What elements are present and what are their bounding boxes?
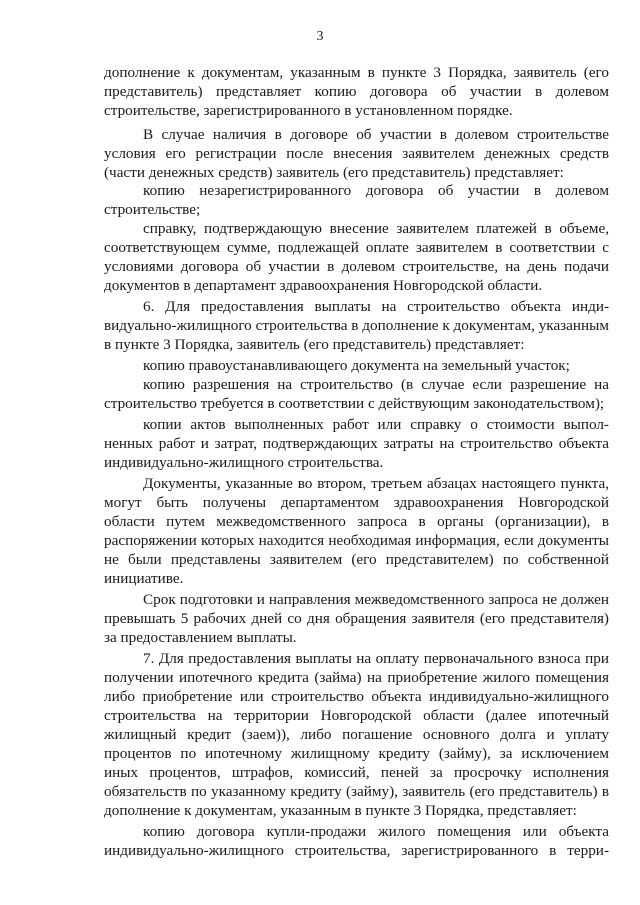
text-line: дополнение к документам, указанным в пункте 3 Порядка, заявитель (его: [104, 64, 609, 81]
text-line: либо приобретение или строительство объекта индивидуально-жилищного: [104, 688, 609, 705]
page-number: 3: [316, 29, 324, 44]
text-line: получении ипотечного кредита (займа) на приобретение жилого помещения: [104, 669, 609, 686]
text-line: копию разрешения на строительство (в случае если разрешение на: [143, 376, 609, 393]
text-line: условия его регистрации после внесения заявителем денежных средств: [104, 145, 609, 162]
text-line: копию незарегистрированного договора об участии в долевом: [143, 182, 609, 199]
text-line: копии актов выполненных работ или справку о стоимости выпол-: [143, 416, 609, 433]
text-line: документов в департамент здравоохранения Новгородской области.: [104, 277, 543, 294]
text-line: строительство требуется в соответствии с действующим законодательством);: [104, 395, 605, 412]
text-line: копию правоустанавливающего документа на земельный участок;: [143, 357, 570, 374]
text-line: Документы, указанные во втором, третьем абзацах настоящего пункта,: [143, 475, 609, 492]
text-line: индивидуально-жилищного строительства.: [104, 454, 384, 471]
text-line: справку, подтверждающую внесение заявителем платежей в объеме,: [143, 220, 609, 237]
text-line: жилищный кредит (заем)), либо погашение основного долга и уплату: [104, 726, 609, 743]
text-line: иных процентов, штрафов, комиссий, пеней за просрочку исполнения: [104, 764, 609, 781]
text-line: инициативе.: [104, 570, 184, 587]
text-line: не были представлены заявителем (его представителем) по собственной: [104, 551, 609, 568]
text-line: (части денежных средств) заявитель (его представитель) представляет:: [104, 164, 564, 181]
text-line: процентов по ипотечному жилищному кредиту (займу), за исключением: [104, 745, 609, 762]
text-line: строительстве, зарегистрированного в установленном порядке.: [104, 102, 513, 119]
text-line: в пункте 3 Порядка, заявитель (его представитель) представляет:: [104, 336, 525, 353]
text-line: Срок подготовки и направления межведомственного запроса не должен: [143, 591, 609, 608]
text-line: обязательств по указанному кредиту (займу), заявитель (его представитель) в: [104, 783, 609, 800]
text-line: могут быть получены департаментом здравоохранения Новгородской: [104, 494, 609, 511]
text-line: 6. Для предоставления выплаты на строительство объекта инди-: [143, 298, 609, 315]
text-line: условиями договора об участии в долевом строительстве, на день подачи: [104, 258, 609, 275]
text-line: 7. Для предоставления выплаты на оплату первоначального взноса при: [143, 650, 609, 667]
text-line: за предоставлением выплаты.: [104, 629, 297, 646]
text-line: строительстве;: [104, 201, 201, 218]
text-line: дополнение к документам, указанным в пункте 3 Порядка, представляет:: [104, 802, 577, 819]
text-line: индивидуально-жилищного строительства, зарегистрированного в терри-: [104, 842, 609, 859]
text-line: области путем межведомственного запроса в органы (организации), в: [104, 513, 609, 530]
text-line: видуально-жилищного строительства в дополнение к документам, указанным: [104, 317, 609, 334]
text-line: ненных работ и затрат, подтверждающих затраты на строительство объекта: [104, 435, 609, 452]
text-line: превышать 5 рабочих дней со дня обращения заявителя (его представителя): [104, 610, 609, 627]
text-line: копию договора купли-продажи жилого помещения или объекта: [143, 823, 609, 840]
text-line: распоряжении которых находится необходимая информация, если документы: [104, 532, 609, 549]
text-line: представитель) представляет копию договора об участии в долевом: [104, 83, 609, 100]
text-line: соответствующем сумме, подлежащей оплате заявителем в соответствии с: [104, 239, 609, 256]
text-line: строительства на территории Новгородской области (далее ипотечный: [104, 707, 609, 724]
text-line: В случае наличия в договоре об участии в долевом строительстве: [143, 126, 609, 143]
